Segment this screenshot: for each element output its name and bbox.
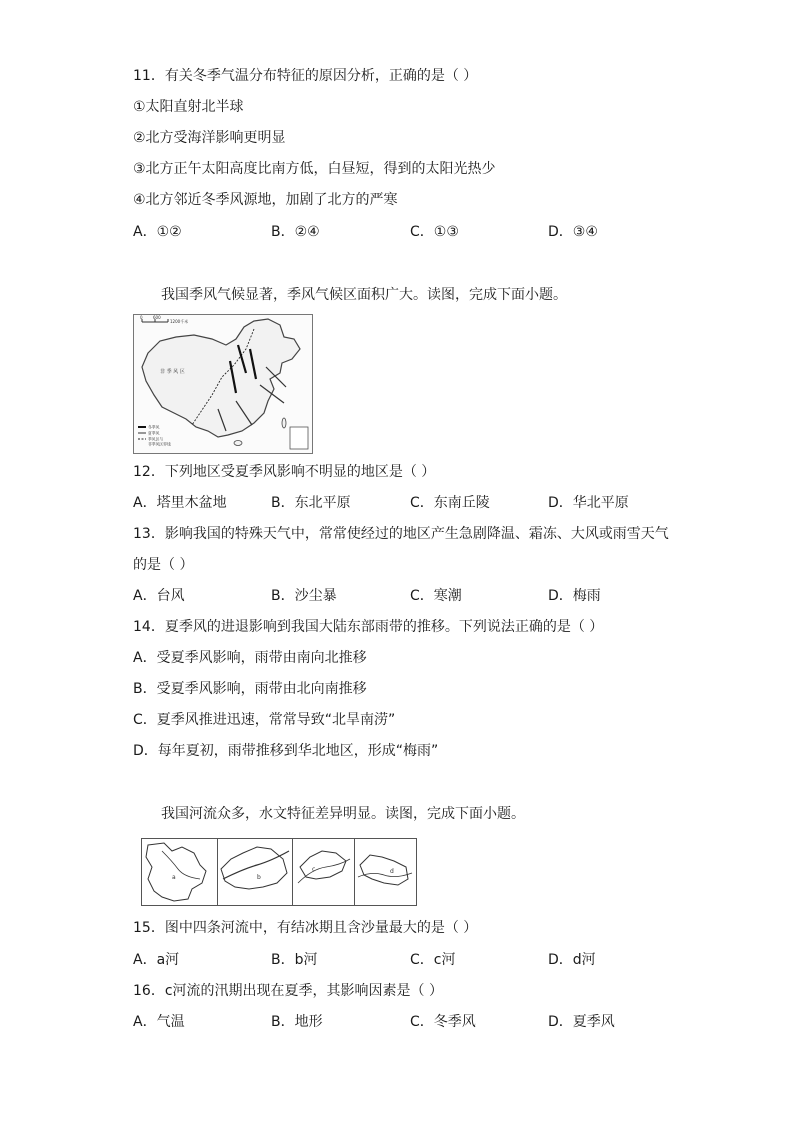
south-china-sea-inset (290, 427, 308, 449)
q11-option-b: B．②④ (271, 224, 320, 240)
taiwan-island (282, 418, 286, 428)
q15-option-b: B．b河 (271, 952, 318, 968)
scale-label-1200: 1200千米 (170, 319, 189, 324)
q12-option-a: A．塔里木盆地 (133, 495, 227, 511)
q16-option-d: D．夏季风 (548, 1014, 615, 1030)
river-panel-a (142, 839, 218, 905)
hainan-island (234, 441, 242, 446)
q13-stem-line-1: 13．影响我国的特殊天气中，常常使经过的地区产生急剧降温、霜冻、大风或雨雪天气 (133, 526, 669, 542)
q14-option-b: B．受夏季风影响，雨带由北向南推移 (133, 681, 367, 697)
q11-item-4: ④北方邻近冬季风源地，加剧了北方的严寒 (133, 192, 398, 208)
river-maps-figure (141, 838, 417, 906)
q12-option-c: C．东南丘陵 (410, 495, 490, 511)
q16-option-c: C．冬季风 (410, 1014, 476, 1030)
q16-stem: 16．c河流的汛期出现在夏季，其影响因素是（ ） (133, 983, 443, 999)
q11-item-1: ①太阳直射北半球 (133, 99, 244, 115)
q14-option-c: C．夏季风推进迅速，常常导致“北旱南涝” (133, 712, 396, 728)
q14-option-d: D．每年夏初，雨带推移到华北地区，形成“梅雨” (133, 743, 439, 759)
q14-stem: 14．夏季风的进退影响到我国大陆东部雨带的推移。下列说法正确的是（ ） (133, 619, 604, 635)
q12-option-b: B．东北平原 (271, 495, 351, 511)
q15-option-c: C．c河 (410, 952, 456, 968)
q12-option-d: D．华北平原 (548, 495, 629, 511)
q13-option-c: C．寒潮 (410, 588, 462, 604)
monsoon-map-figure (133, 314, 313, 454)
river-panel-b (217, 839, 293, 905)
river-panel-c (292, 839, 355, 905)
legend-boundary-1: 季风区与 (148, 436, 164, 442)
river-label-b: b (257, 874, 261, 881)
monsoon-map-svg (134, 315, 312, 453)
non-monsoon-region-label: 非 季 风 区 (160, 369, 185, 375)
river-label-c: c (312, 866, 316, 873)
q11-option-c: C．①③ (410, 224, 459, 240)
q15-option-d: D．d河 (548, 952, 596, 968)
scale-label-600: 600 (153, 315, 161, 320)
scale-label-0: 0 (140, 315, 143, 320)
river-label-a: a (172, 874, 176, 881)
q16-option-b: B．地形 (271, 1014, 323, 1030)
q11-option-a: A．①② (133, 224, 182, 240)
q15-stem: 15．图中四条河流中，有结冰期且含沙量最大的是（ ） (133, 920, 478, 936)
river-panel-d (354, 839, 416, 905)
q11-item-3: ③北方正午太阳高度比南方低，白昼短，得到的太阳光热少 (133, 161, 496, 177)
q13-stem-line-2: 的是（ ） (133, 557, 194, 573)
river-label-d: d (390, 868, 394, 875)
legend-winter-monsoon: 冬季风 (148, 424, 160, 430)
passage-intro-rivers: 我国河流众多，水文特征差异明显。读图，完成下面小题。 (161, 806, 525, 822)
q16-option-a: A．气温 (133, 1014, 185, 1030)
q13-option-a: A．台风 (133, 588, 185, 604)
q11-stem: 11．有关冬季气温分布特征的原因分析，正确的是（ ） (133, 68, 478, 84)
q11-item-2: ②北方受海洋影响更明显 (133, 130, 286, 146)
q14-option-a: A．受夏季风影响，雨带由南向北推移 (133, 650, 367, 666)
q13-option-d: D．梅雨 (548, 588, 601, 604)
q13-option-b: B．沙尘暴 (271, 588, 337, 604)
q11-option-d: D．③④ (548, 224, 598, 240)
legend-boundary-2: 非季风区界线 (148, 441, 171, 447)
q15-option-a: A．a河 (133, 952, 180, 968)
legend-summer-monsoon: 夏季风 (148, 430, 160, 436)
passage-intro-monsoon: 我国季风气候显著，季风气候区面积广大。读图，完成下面小题。 (161, 287, 567, 303)
q12-stem: 12．下列地区受夏季风影响不明显的地区是（ ） (133, 464, 436, 480)
